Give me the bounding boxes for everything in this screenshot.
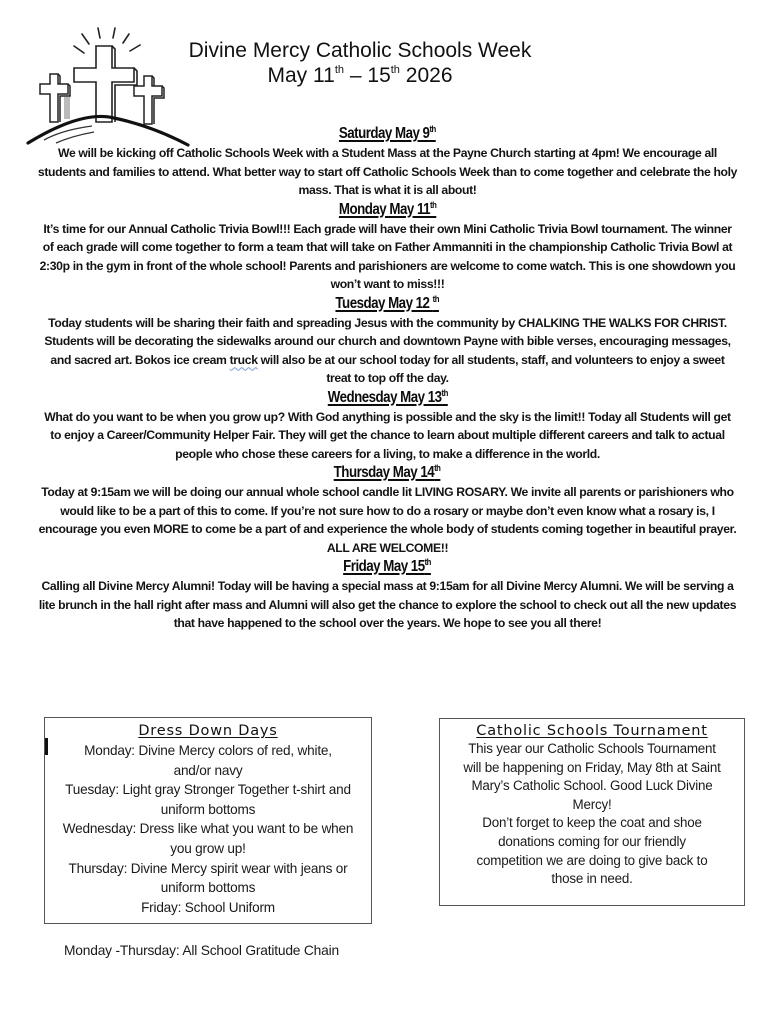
day-description: It’s time for our Annual Catholic Trivia Bowl!!! Each grade will have their own Mini Catholic Trivia Bowl tournament. The winner of each grade will come together to form a team that will take on Father Ammanniti in the championship Catholic Trivia Bowl at 2:30p in the gym in front of the whole school! Parents and parishioners are welcome to come watch. This is one showdown you won’t want to miss!!! [39, 221, 736, 291]
tournament-line: This year our Catholic Schools Tournament [468, 741, 716, 756]
day-description: We will be kicking off Catholic Schools Week with a Student Mass at the Payne Church starting at 4pm! We encourage all students and families to attend. What better way to start off Catholic Schools Week than to come together and celebrate the holy mass. That is what it is all about! [37, 146, 738, 197]
text-cursor-mark [45, 738, 48, 755]
left-cross [40, 74, 70, 122]
dress-down-line: Tuesday: Light gray Stronger Together t-shirt and [65, 782, 351, 798]
tournament-line: Don’t forget to keep the coat and shoe [482, 815, 702, 831]
tournament-line: Mercy! [572, 796, 612, 812]
dress-down-line: Wednesday: Dress like what you want to be when [62, 821, 354, 837]
date-range: May 11th – 15th 2026 [267, 64, 453, 87]
day-description: Today at 9:15am we will be doing our annual whole school candle lit LIVING ROSARY. We invite all parents or parishioners who would like to be a part of this to come. If you’re not sure how to do a rosary or maybe don’t even know what a rosary is, I encourage you even MORE to come be a part of and experience the whole body of students coming together in beautiful prayer. ALL ARE WELCOME!! [38, 485, 737, 555]
gratitude-chain-note: Monday -Thursday: All School Gratitude Chain [64, 943, 339, 958]
day-description: Today students will be sharing their faith and spreading Jesus with the community by CHALKING THE WALKS FOR CHRIST. Students will be decorating the sidewalks around our church and downtown Payne with bible verses, encouraging messages, and sacred art. Bokos ice cream truck will also be at our school today for all students, staff, and volunteers to enjoy a sweet treat to top off the day. [44, 315, 731, 385]
day-section-wednesday [0, 388, 775, 464]
day-section-friday [0, 557, 775, 633]
dress-down-line: Monday: Divine Mercy colors of red, white, [84, 743, 332, 758]
tournament-line: competition we are doing to give back to [476, 852, 708, 868]
box-title: Dress Down Days [138, 723, 278, 739]
day-section-tuesday [0, 294, 775, 388]
day-heading: Monday May 11th [338, 199, 437, 218]
dress-down-line: and/or navy [173, 762, 243, 778]
day-description: Calling all Divine Mercy Alumni! Today will be having a special mass at 9:15am for all Divine Mercy Alumni. We will be serving a lite brunch in the hall right after mass and Alumni will also get the chance to explore the school to check out all the new updates that have happened to the school over the years. We hope to see you all there! [38, 579, 737, 630]
box-title: Catholic Schools Tournament [476, 723, 708, 739]
daily-schedule [0, 124, 775, 633]
dress-down-line: you grow up! [170, 840, 246, 856]
day-section-saturday [0, 124, 775, 200]
dress-down-line: Thursday: Divine Mercy spirit wear with jeans or [68, 860, 348, 876]
dress-down-line: uniform bottoms [160, 801, 256, 817]
page-title [160, 38, 560, 88]
dress-down-days-box [44, 717, 372, 924]
tournament-box [439, 718, 745, 906]
day-heading: Friday May 15th [343, 557, 432, 575]
tournament-line: Mary’s Catholic School. Good Luck Divine [471, 778, 713, 794]
tournament-line: donations coming for our friendly [498, 833, 686, 849]
day-heading: Saturday May 9th [339, 124, 436, 142]
day-heading: Tuesday May 12 $^{th}$ [335, 293, 440, 312]
center-cross [74, 46, 137, 122]
day-heading: Thursday May 14th [334, 463, 441, 481]
day-heading: Wednesday May 13th [327, 387, 448, 406]
dress-down-line: uniform bottoms [160, 880, 256, 896]
spellcheck-marked-word: truck [229, 352, 258, 367]
title-line: Divine Mercy Catholic Schools Week [188, 39, 532, 62]
tournament-line: will be happening on Friday, May 8th at Saint [463, 759, 721, 775]
day-description: What do you want to be when you grow up? With God anything is possible and the sky is the limit!! Today all Students will get to enjoy a Career/Community Helper Fair. They will get the chance to learn about multiple different careers and talk to actual people who chose these careers for a living, to make a difference in the world. [44, 409, 731, 461]
day-section-monday [0, 200, 775, 294]
tournament-line: those in need. [551, 871, 633, 887]
dress-down-line: Friday: School Uniform [141, 899, 275, 915]
day-section-thursday [0, 463, 775, 557]
